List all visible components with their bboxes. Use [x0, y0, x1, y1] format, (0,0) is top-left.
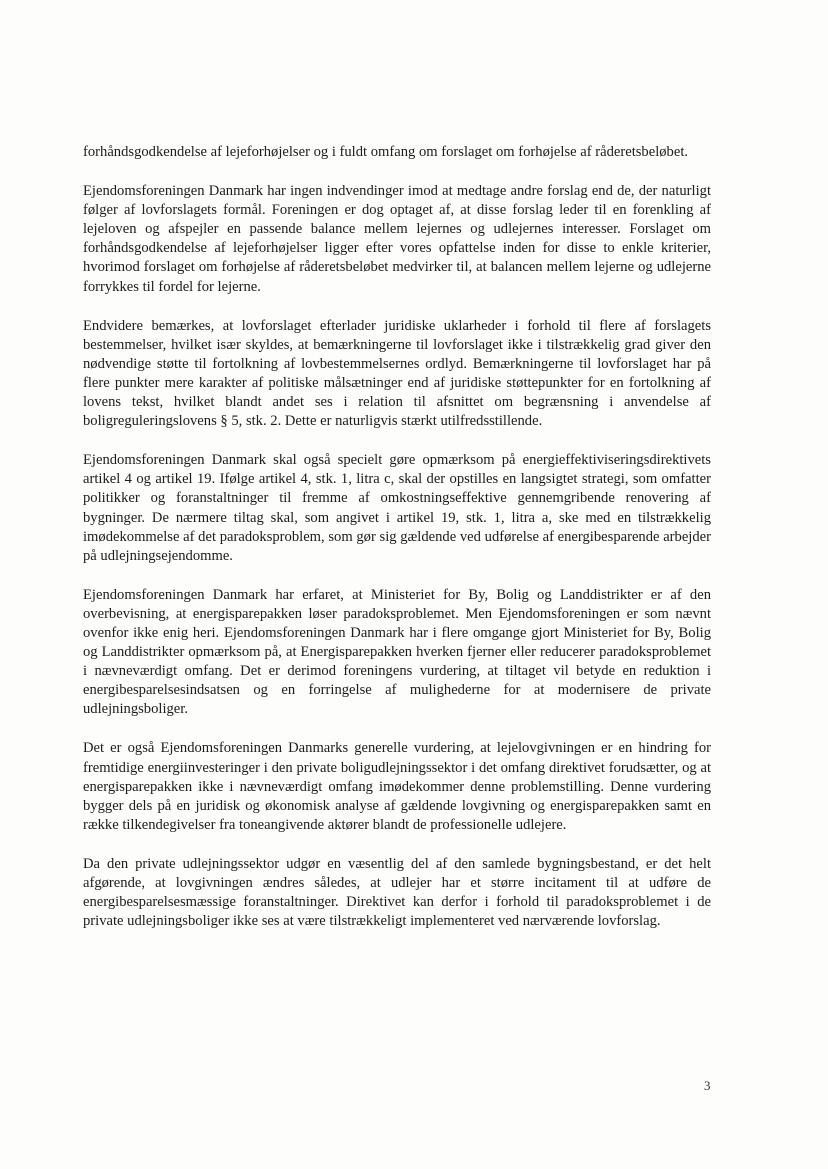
- paragraph-5: Ejendomsforeningen Danmark har erfaret, at Ministeriet for By, Bolig og Landdistrikter er af den overbevisning, at energisparepakken løser paradoksproblemet. Men Ejendomsforeningen er som nævnt ovenfor ikke enig heri. Ejendomsforeningen Danmark har i flere omgange gjort Ministeriet for By, Bolig og Landdistrikter opmærksom på, at Energisparepakken hverken fjerner eller reducerer paradoksproblemet i nævneværdigt omfang. Det er derimod foreningens vurdering, at tiltaget vil betyde en reduktion i energibesparelsesindsatsen og en forringelse af mulighederne for at modernisere de private udlejningsboliger.: [83, 586, 711, 718]
- paragraph-1: forhåndsgodkendelse af lejeforhøjelser og i fuldt omfang om forslaget om forhøjelse af råderetsbeløbet.: [83, 144, 689, 160]
- body-text: [83, 143, 711, 951]
- paragraph-4: Ejendomsforeningen Danmark skal også specielt gøre opmærksom på energieffektiviseringsdirektivets artikel 4 og artikel 19. Ifølge artikel 4, stk. 1, litra c, skal der opstilles en langsigtet strategi, som omfatter politikker og foranstaltninger til fremme af omkostningseffektive gennemgribende renovering af bygninger. De nærmere tiltag skal, som angivet i artikel 19, stk. 1, litra a, ske med en tilstrækkelig imødekommelse af det paradoksproblem, som gør sig gældende ved udførelse af energibesparende arbejder på udlejningsejendomme.: [83, 452, 711, 564]
- paragraph-2: Ejendomsforeningen Danmark har ingen indvendinger imod at medtage andre forslag end de, der naturligt følger af lovforslagets formål. Foreningen er dog optaget af, at disse forslag leder til en forenkling af lejeloven og afspejler en passende balance mellem lejernes og udlejernes interesser. Forslaget om forhåndsgodkendelse af lejeforhøjelser ligger efter vores opfattelse inden for disse to enkle kriterier, hvorimod forslaget om forhøjelse af råderetsbeløbet medvirker til, at balancen mellem lejerne og udlejerne forrykkes til fordel for lejerne.: [83, 183, 711, 295]
- paragraph-6: Det er også Ejendomsforeningen Danmarks generelle vurdering, at lejelovgivningen er en hindring for fremtidige energiinvesteringer i den private boligudlejningssektor i det omfang direktivet forudsætter, og at energisparepakken ikke i nævneværdigt omfang imødekommer denne problemstilling. Denne vurdering bygger dels på en juridisk og økonomisk analyse af gældende lovgivning og energisparepakken samt en række tilkendegivelser fra toneangivende aktører blandt de professionelle udlejere.: [83, 740, 711, 833]
- paragraph-7: Da den private udlejningssektor udgør en væsentlig del af den samlede bygningsbestand, er det helt afgørende, at lovgivningen ændres således, at udlejer har et større incitament til at udføre de energibesparelsesmæssige foranstaltninger. Direktivet kan derfor i forhold til paradoksproblemet i de private udlejningsboliger ikke ses at være tilstrækkeligt implementeret ved nærværende lovforslag.: [83, 855, 711, 930]
- paragraph-3: Endvidere bemærkes, at lovforslaget efterlader juridiske uklarheder i forhold til flere af forslagets bestemmelser, hvilket især skyldes, at bemærkningerne til lovforslaget ikke i tilstrækkelig grad giver den nødvendige støtte til fortolkning af lovbestemmelsernes ordlyd. Bemærkningerne til lovforslaget har på flere punkter mere karakter af politiske målsætninger end af juridiske støttepunkter for en fortolkning af lovens tekst, hvilket blandt andet ses i relation til afsnittet om begrænsning i anvendelse af boligreguleringslovens § 5, stk. 2. Dette er naturligvis stærkt utilfredsstillende.: [83, 317, 711, 430]
- page-number: 3: [704, 1078, 711, 1093]
